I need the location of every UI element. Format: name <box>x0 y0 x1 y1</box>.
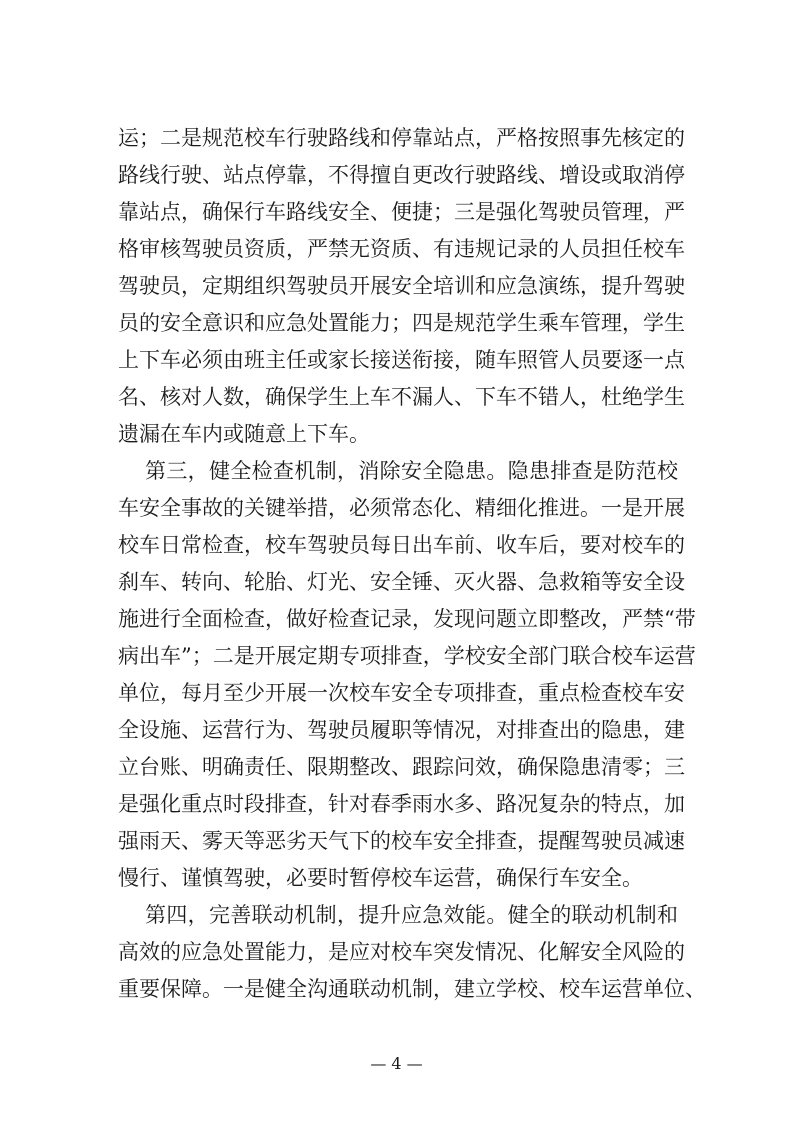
text-line: 刹车、转向、轮胎、灯光、安全锤、灭火器、急救箱等安全设 <box>118 570 685 594</box>
page-number: — 4 — <box>370 1054 423 1073</box>
text-line: 高效的应急处置能力，是应对校车突发情况、化解安全风险的 <box>118 940 685 964</box>
text-line: 车安全事故的关键举措，必须常态化、精细化推进。一是开展 <box>118 496 685 520</box>
text-line: 名、核对人数，确保学生上车不漏人、下车不错人，杜绝学生 <box>118 385 685 409</box>
text-line: 慢行、谨慎驾驶，必要时暂停校车运营，确保行车安全。 <box>118 866 643 890</box>
text-line: 格审核驾驶员资质，严禁无资质、有违规记录的人员担任校车 <box>118 237 685 261</box>
text-line: 重要保障。一是健全沟通联动机制，建立学校、校车运营单位、 <box>118 977 706 1001</box>
text-line: 靠站点，确保行车路线安全、便捷；三是强化驾驶员管理，严 <box>118 200 685 224</box>
text-line: 校车日常检查，校车驾驶员每日出车前、收车后，要对校车的 <box>118 533 685 557</box>
text-line: 驾驶员，定期组织驾驶员开展安全培训和应急演练，提升驾驶 <box>118 274 685 298</box>
text-line: 上下车必须由班主任或家长接送衔接，随车照管人员要逐一点 <box>118 348 685 372</box>
text-line: 遗漏在车内或随意上下车。 <box>118 422 370 446</box>
text-line: 强雨天、雾天等恶劣天气下的校车安全排查，提醒驾驶员减速 <box>118 829 685 853</box>
paragraph-start-line: 第四，完善联动机制，提升应急效能。健全的联动机制和 <box>145 903 678 927</box>
text-line: 单位，每月至少开展一次校车安全专项排查，重点检查校车安 <box>118 681 685 705</box>
text-line: 施进行全面检查，做好检查记录，发现问题立即整改，严禁“带 <box>118 607 696 631</box>
text-line: 病出车”；二是开展定期专项排查，学校安全部门联合校车运营 <box>118 644 696 668</box>
paragraph-start-line: 第三，健全检查机制，消除安全隐患。隐患排查是防范校 <box>145 459 678 483</box>
text-line: 路线行驶、站点停靠，不得擅自更改行驶路线、增设或取消停 <box>118 163 685 187</box>
text-line: 立台账、明确责任、限期整改、跟踪问效，确保隐患清零；三 <box>118 755 685 779</box>
text-line: 运；二是规范校车行驶路线和停靠站点，严格按照事先核定的 <box>118 126 685 150</box>
text-line: 是强化重点时段排查，针对春季雨水多、路况复杂的特点，加 <box>118 792 685 816</box>
text-line: 员的安全意识和应急处置能力；四是规范学生乘车管理，学生 <box>118 311 685 335</box>
text-line: 全设施、运营行为、驾驶员履职等情况，对排查出的隐患，建 <box>118 718 685 742</box>
